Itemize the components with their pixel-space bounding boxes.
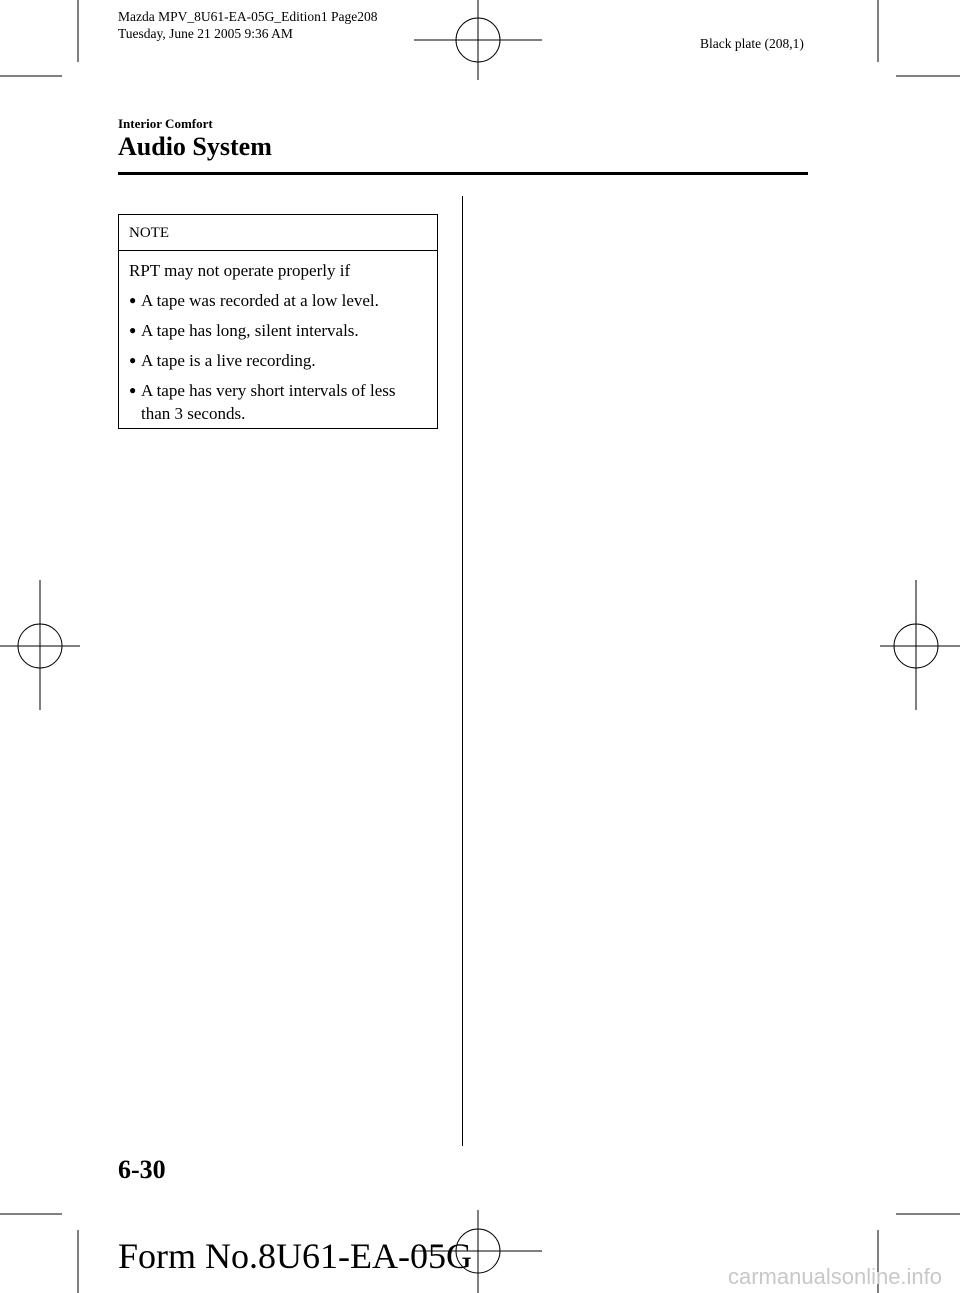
list-item [129, 349, 427, 372]
print-metadata [118, 8, 377, 42]
note-intro: RPT may not operate properly if [129, 261, 351, 280]
list-item [129, 289, 427, 312]
print-metadata-line2: Tuesday, June 21 2005 9:36 AM [118, 26, 293, 41]
note-box [118, 214, 438, 429]
bullet-icon: ● [129, 293, 137, 307]
list-item-text: A tape was recorded at a low level. [141, 291, 379, 310]
title-rule [118, 172, 808, 175]
section-label: Interior Comfort [118, 116, 213, 131]
column-divider [462, 196, 463, 1146]
note-body [119, 251, 437, 425]
watermark: carmanualsonline.info [728, 1264, 943, 1289]
list-item-text: A tape has long, silent intervals. [141, 321, 359, 340]
page-number: 6-30 [118, 1155, 166, 1184]
bullet-icon: ● [129, 323, 137, 337]
form-number: Form No.8U61-EA-05G [118, 1236, 472, 1276]
note-heading: NOTE [119, 215, 437, 251]
list-item-text: A tape is a live recording. [141, 351, 316, 370]
page-title: Audio System [118, 132, 272, 161]
print-metadata-line1: Mazda MPV_8U61-EA-05G_Edition1 Page208 [118, 9, 378, 24]
bullet-icon: ● [129, 353, 137, 367]
plate-label: Black plate (208,1) [700, 36, 804, 51]
list-item-text: A tape has very short intervals of less than 3 seconds. [141, 381, 396, 423]
bullet-icon: ● [129, 383, 137, 397]
list-item [129, 379, 427, 425]
list-item [129, 319, 427, 342]
